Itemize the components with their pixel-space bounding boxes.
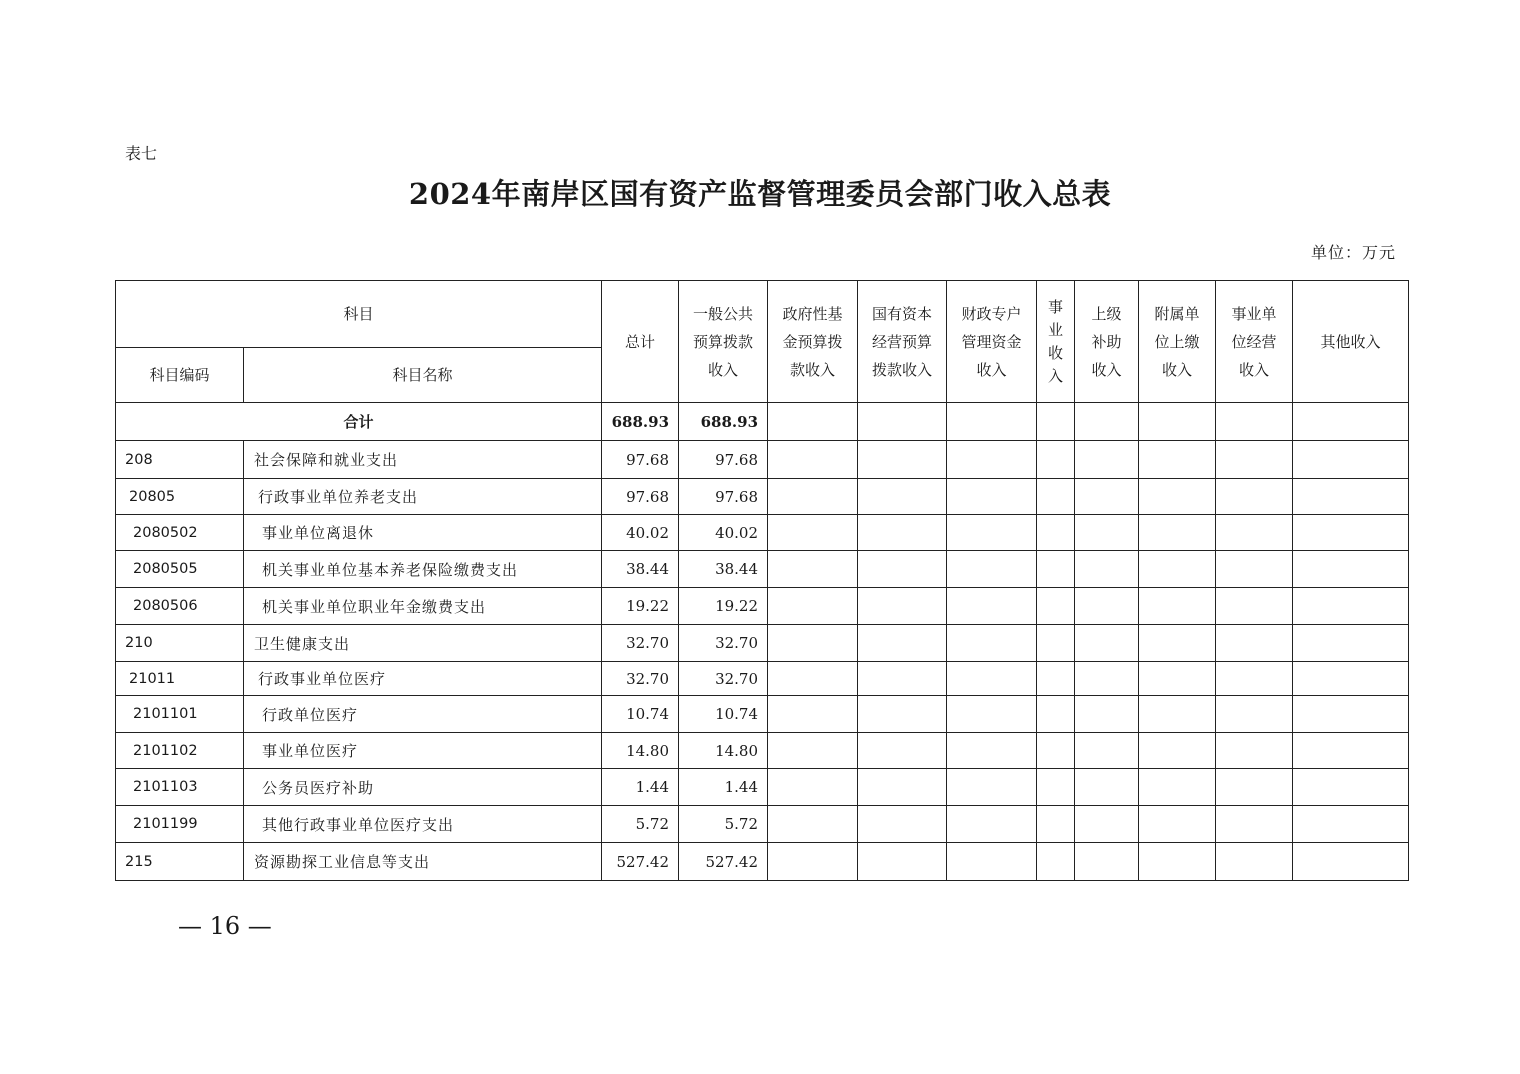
empty-cell	[1293, 696, 1409, 733]
total-value: 32.70	[602, 662, 679, 696]
empty-cell	[858, 662, 947, 696]
table-row	[116, 843, 1409, 881]
empty-cell	[858, 696, 947, 733]
empty-cell	[768, 843, 858, 881]
table-row	[116, 479, 1409, 515]
empty-cell	[947, 479, 1037, 515]
empty-cell	[1216, 515, 1293, 551]
empty-cell	[1139, 662, 1216, 696]
empty-cell	[1075, 843, 1139, 881]
empty-cell	[1037, 515, 1075, 551]
empty-cell	[947, 769, 1037, 806]
total-value: 32.70	[602, 625, 679, 662]
subject-code: 2101199	[116, 806, 244, 843]
header-subject-name: 科目名称	[244, 348, 602, 403]
empty-cell	[858, 733, 947, 769]
header-subject-code: 科目编码	[116, 348, 244, 403]
general-value: 14.80	[679, 733, 768, 769]
empty-cell	[858, 551, 947, 588]
empty-cell	[1139, 733, 1216, 769]
total-value: 97.68	[602, 479, 679, 515]
empty-cell	[1216, 588, 1293, 625]
empty-cell	[1139, 625, 1216, 662]
subject-code: 21011	[116, 662, 244, 696]
table-row	[116, 625, 1409, 662]
header-business-income: 事 业 收 入	[1037, 281, 1075, 403]
general-value: 97.68	[679, 479, 768, 515]
empty-cell	[1139, 515, 1216, 551]
empty-cell	[858, 843, 947, 881]
subject-name: 事业单位医疗	[244, 733, 602, 769]
empty-cell	[1037, 843, 1075, 881]
empty-cell	[1075, 441, 1139, 479]
empty-cell	[1037, 769, 1075, 806]
empty-cell	[1037, 733, 1075, 769]
subject-name: 行政事业单位医疗	[244, 662, 602, 696]
empty-cell	[1075, 662, 1139, 696]
empty-cell	[768, 441, 858, 479]
empty-cell	[1075, 551, 1139, 588]
header-affiliated: 附属单 位上缴 收入	[1139, 281, 1216, 403]
empty-cell	[1075, 696, 1139, 733]
empty-cell	[947, 806, 1037, 843]
empty-cell	[1037, 625, 1075, 662]
empty-cell	[947, 588, 1037, 625]
table-row	[116, 806, 1409, 843]
empty-cell	[1075, 515, 1139, 551]
subject-code: 208	[116, 441, 244, 479]
table-row	[116, 588, 1409, 625]
total-value: 97.68	[602, 441, 679, 479]
table-row	[116, 733, 1409, 769]
subject-name: 卫生健康支出	[244, 625, 602, 662]
empty-cell	[1139, 843, 1216, 881]
empty-cell	[947, 515, 1037, 551]
page-number: — 16 —	[178, 912, 272, 940]
empty-cell	[768, 662, 858, 696]
empty-cell	[1075, 806, 1139, 843]
header-operating: 事业单 位经营 收入	[1216, 281, 1293, 403]
table-row	[116, 441, 1409, 479]
header-total: 总计	[602, 281, 679, 403]
empty-cell	[1216, 625, 1293, 662]
empty-cell	[768, 769, 858, 806]
subject-code: 2101101	[116, 696, 244, 733]
empty-cell	[768, 588, 858, 625]
header-other: 其他收入	[1293, 281, 1409, 403]
subject-code: 2080505	[116, 551, 244, 588]
empty-cell	[1216, 662, 1293, 696]
empty-cell	[1293, 625, 1409, 662]
general-value: 32.70	[679, 662, 768, 696]
table-row	[116, 551, 1409, 588]
empty-cell	[1139, 588, 1216, 625]
total-value: 10.74	[602, 696, 679, 733]
subject-name: 社会保障和就业支出	[244, 441, 602, 479]
empty-cell	[1293, 843, 1409, 881]
header-superior-subsidy: 上级 补助 收入	[1075, 281, 1139, 403]
subject-name: 事业单位离退休	[244, 515, 602, 551]
empty-cell	[1216, 441, 1293, 479]
empty-cell	[1075, 769, 1139, 806]
subject-code: 210	[116, 625, 244, 662]
empty-cell	[1075, 733, 1139, 769]
empty-cell	[768, 696, 858, 733]
empty-cell	[947, 843, 1037, 881]
empty-cell	[947, 733, 1037, 769]
empty-cell	[1075, 588, 1139, 625]
header-general-public: 一般公共 预算拨款 收入	[679, 281, 768, 403]
empty-cell	[1139, 479, 1216, 515]
subject-code: 2080502	[116, 515, 244, 551]
empty-cell	[1293, 441, 1409, 479]
total-label: 合计	[116, 403, 602, 441]
table-row	[116, 662, 1409, 696]
total-value: 527.42	[602, 843, 679, 881]
empty-cell	[1293, 479, 1409, 515]
empty-cell	[1293, 515, 1409, 551]
table-row	[116, 696, 1409, 733]
income-table	[115, 280, 1409, 881]
general-value: 19.22	[679, 588, 768, 625]
empty-cell	[1293, 588, 1409, 625]
empty-cell	[768, 551, 858, 588]
table-row	[116, 769, 1409, 806]
general-value: 32.70	[679, 625, 768, 662]
empty-cell	[947, 662, 1037, 696]
subject-name: 行政单位医疗	[244, 696, 602, 733]
subject-code: 2101102	[116, 733, 244, 769]
total-general: 688.93	[679, 403, 768, 441]
subject-name: 其他行政事业单位医疗支出	[244, 806, 602, 843]
empty-cell	[1037, 441, 1075, 479]
empty-cell	[1216, 733, 1293, 769]
empty-cell	[1293, 733, 1409, 769]
empty-cell	[1075, 479, 1139, 515]
empty-cell	[768, 806, 858, 843]
empty-cell	[858, 515, 947, 551]
subject-name: 资源勘探工业信息等支出	[244, 843, 602, 881]
empty-cell	[947, 441, 1037, 479]
empty-cell	[1037, 479, 1075, 515]
empty-cell	[858, 769, 947, 806]
header-gov-fund: 政府性基 金预算拨 款收入	[768, 281, 858, 403]
empty-cell	[858, 479, 947, 515]
empty-cell	[1139, 696, 1216, 733]
total-sum: 688.93	[602, 403, 679, 441]
empty-cell	[1293, 662, 1409, 696]
general-value: 527.42	[679, 843, 768, 881]
general-value: 1.44	[679, 769, 768, 806]
general-value: 5.72	[679, 806, 768, 843]
empty-cell	[1037, 662, 1075, 696]
header-fiscal-special: 财政专户 管理资金 收入	[947, 281, 1037, 403]
table-label: 表七	[125, 144, 158, 163]
subject-name: 机关事业单位基本养老保险缴费支出	[244, 551, 602, 588]
empty-cell	[1037, 588, 1075, 625]
empty-cell	[1216, 479, 1293, 515]
empty-cell	[1037, 696, 1075, 733]
empty-cell	[1293, 806, 1409, 843]
general-value: 97.68	[679, 441, 768, 479]
empty-cell	[1216, 696, 1293, 733]
empty-cell	[858, 441, 947, 479]
empty-cell	[1075, 625, 1139, 662]
empty-cell	[1216, 769, 1293, 806]
general-value: 10.74	[679, 696, 768, 733]
empty-cell	[768, 733, 858, 769]
header-state-capital: 国有资本 经营预算 拨款收入	[858, 281, 947, 403]
empty-cell	[858, 588, 947, 625]
empty-cell	[768, 515, 858, 551]
total-value: 19.22	[602, 588, 679, 625]
empty-cell	[768, 479, 858, 515]
empty-cell	[1037, 551, 1075, 588]
empty-cell	[1139, 769, 1216, 806]
subject-name: 公务员医疗补助	[244, 769, 602, 806]
empty-cell	[1037, 806, 1075, 843]
total-row	[116, 403, 1409, 441]
empty-cell	[1139, 806, 1216, 843]
table-row	[116, 515, 1409, 551]
unit-label: 单位：万元	[1310, 243, 1396, 262]
subject-code: 2101103	[116, 769, 244, 806]
empty-cell	[1139, 551, 1216, 588]
empty-cell	[1216, 551, 1293, 588]
general-value: 40.02	[679, 515, 768, 551]
subject-code: 2080506	[116, 588, 244, 625]
total-value: 38.44	[602, 551, 679, 588]
empty-cell	[1139, 441, 1216, 479]
empty-cell	[1293, 769, 1409, 806]
empty-cell	[768, 625, 858, 662]
total-value: 5.72	[602, 806, 679, 843]
total-value: 40.02	[602, 515, 679, 551]
empty-cell	[947, 625, 1037, 662]
general-value: 38.44	[679, 551, 768, 588]
empty-cell	[947, 551, 1037, 588]
empty-cell	[947, 696, 1037, 733]
empty-cell	[858, 806, 947, 843]
subject-code: 20805	[116, 479, 244, 515]
total-value: 1.44	[602, 769, 679, 806]
empty-cell	[858, 625, 947, 662]
subject-name: 机关事业单位职业年金缴费支出	[244, 588, 602, 625]
subject-code: 215	[116, 843, 244, 881]
header-subject: 科目	[116, 281, 602, 348]
total-value: 14.80	[602, 733, 679, 769]
empty-cell	[1216, 806, 1293, 843]
empty-cell	[1293, 551, 1409, 588]
subject-name: 行政事业单位养老支出	[244, 479, 602, 515]
empty-cell	[1216, 843, 1293, 881]
page-title: 2024年南岸区国有资产监督管理委员会部门收入总表	[408, 177, 1112, 211]
